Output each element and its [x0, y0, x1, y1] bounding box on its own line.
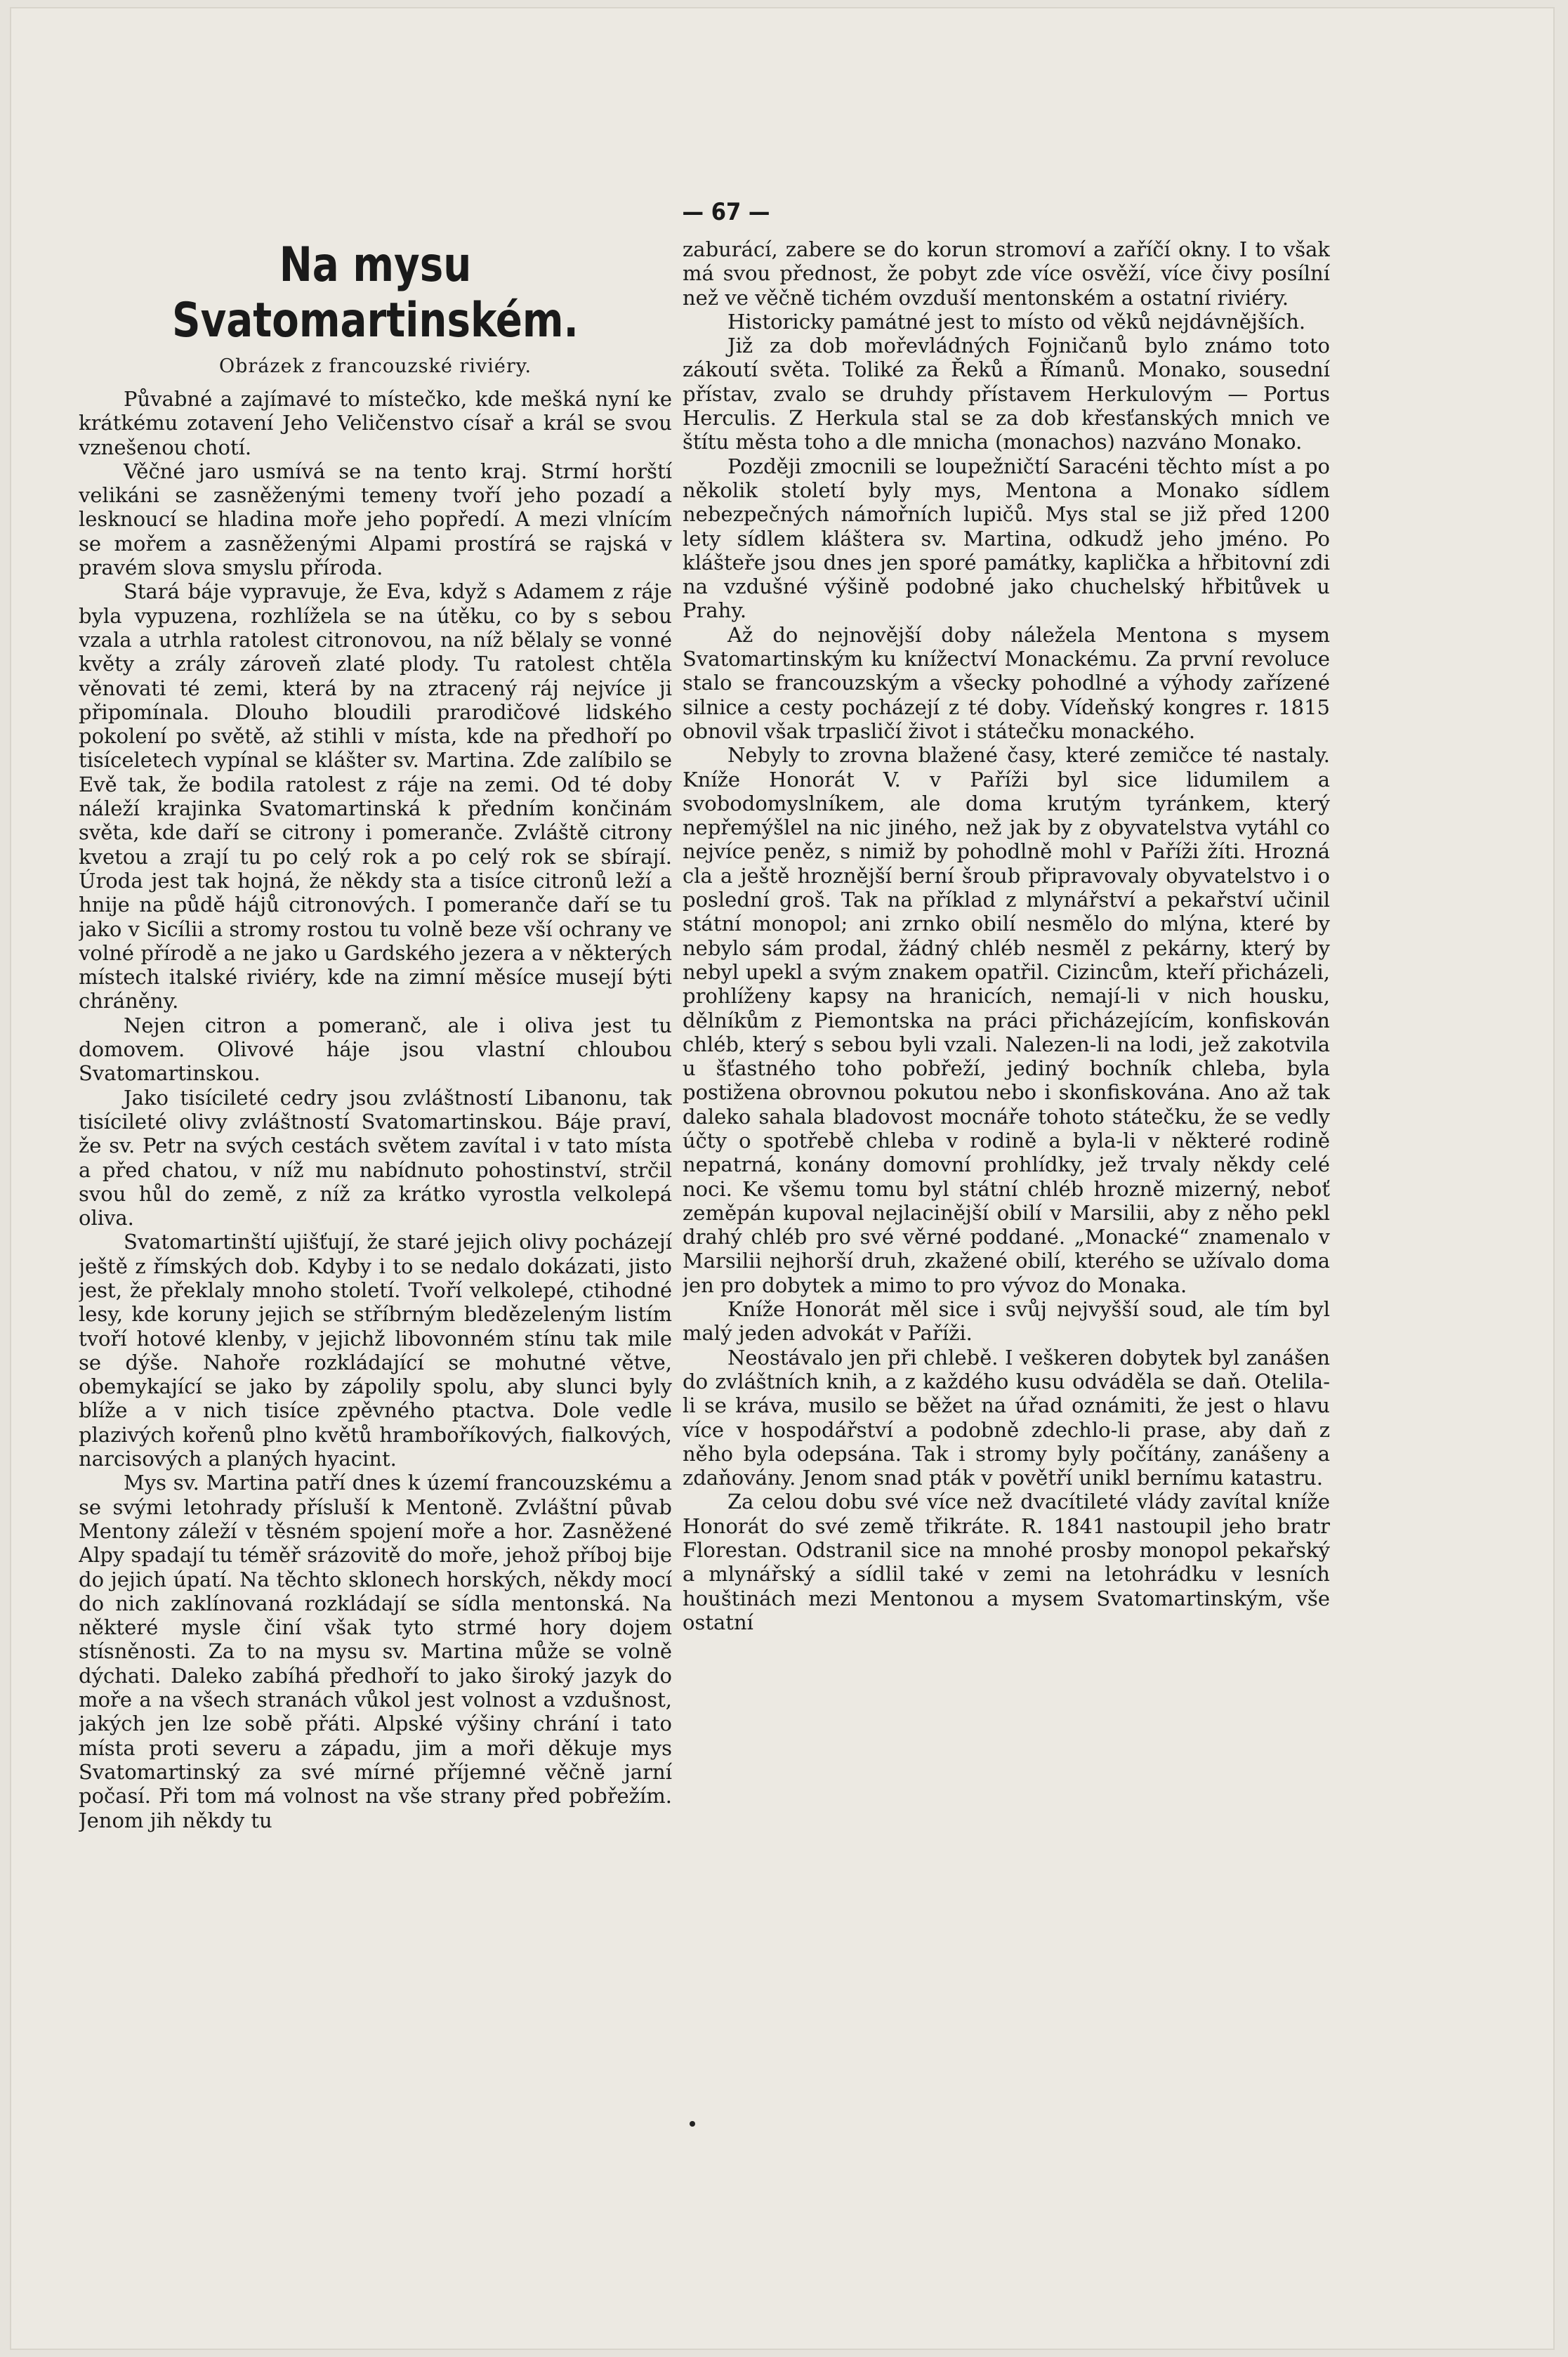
print-mark [690, 2121, 695, 2127]
article-subtitle: Obrázek z francouzské riviéry. [218, 355, 532, 377]
paragraph: Historicky památné jest to místo od věků nejdávnějších. [727, 309, 1306, 334]
paragraph: Nebyly to zrovna blažené časy, které zemičce té nastaly. Kníže Honorát V. v Paříži byl sice lidumilem a svobodomyslníkem, ale doma krutým tyránkem, který nepřemýšlel na nic jiného, než jak by z obyvatelstva vytáhl co nejvíce peněz, s nimiž by pohodlně mohl v Paříži žíti. Hrozná cla a ještě hroznější berní šroub připravovaly obyvatelstvo i o poslední groš. Tak na příklad z mlynářství a pekařství učinil státní monopol; ani zrnko obilí nesmělo do mlýna, které by nebylo sám prodal, žádný chléb nesměl z pekárny, který by nebyl upekl a svým znakem opatřil. Cizincům, kteří přicházeli, prohlíženy kapsy na hranicích, nemají-li v nich housku, dělníkům z Piemontska na práci přicházejícím, konfiskován chléb, který s sebou byli vzali. Nalezen-li na lodi, jež zakotvila u šťastného toho pobřeží, jediný bochník chleba, byla postižena obrovnou pokutou nebo i skonfiskována. Ano až tak daleko sahala bladovost mocnáře tohoto státečku, že se vedly účty o spotřebě chleba v rodině a byla-li v některé rodině nepatrná, konány domovní prohlídky, jež trvaly někdy celé noci. Ke všemu tomu byl státní chléb hrozně mizerný, neboť zeměpán kupoval nejlacinější obilí v Marsilii, aby z něho pekl drahý chléb pro své věrné poddané. „Monacké“ znamenalo v Marsilii nejhorší druh, zkažené obilí, kterého se užívalo doma jen pro dobytek a mimo to pro vývoz do Monaka. [683, 743, 1330, 1297]
paragraph: Jako tisícileté cedry jsou zvláštností Libanonu, tak tisícileté olivy zvláštností Svatomartinskou. Báje praví, že sv. Petr na svých cestách světem zavítal i v tato místa a před chatou, v níž mu nabídnuto pohostinství, strčil svou hůl do země, z níž za krátko vyrostla velkolepá oliva. [79, 1085, 672, 1230]
page-number: — 67 — [682, 198, 770, 226]
paragraph: Za celou dobu své více než dvacítileté vlády zavítal kníže Honorát do své země třikráte. R. 1841 nastoupil jeho bratr Florestan. Odstranil sice na mnohé prosby monopol pekařský a mlynářský a sídlil také v zemi na letohrádku v lesních houštinách mezi Mentonou a mysem Svatomartinským, vše ostatní [683, 1490, 1330, 1634]
newspaper-page [10, 7, 1555, 2350]
paragraph: Kníže Honorát měl sice i svůj nejvyšší soud, ale tím byl malý jeden advokát v Paříži. [683, 1297, 1330, 1346]
paragraph: Později zmocnili se loupežničtí Saracéni těchto míst a po několik století byly mys, Mentona a Monako sídlem nebezpečných námořních lupičů. Mys stal se již před 1200 lety sídlem kláštera sv. Martina, odkudž jeho jméno. Po klášteře jsou dnes jen sporé památky, kaplička a hřbitovní zdi na vzdušné výšině podobné jako chuchelský hřbitůvek u Prahy. [683, 454, 1330, 623]
paragraph: Stará báje vypravuje, že Eva, když s Adamem z ráje byla vypuzena, rozhlížela se na útěku, co by s sebou vzala a utrhla ratolest citronovou, na níž bělaly se vonné květy a zrály zároveň zlaté plody. Tu ratolest chtěla věnovati té zemi, která by na ztracený ráj nejvíce ji připomínala. Dlouho bloudili prarodičové lidského pokolení po světě, až stihli v místa, kde na předhoří po tisíceletech vypínal se klášter sv. Martina. Zde zalíbilo se Evě tak, že bodila ratolest z ráje na zemi. Od té doby náleží krajinka Svatomartinská k předním končinám světa, kde daří se citrony i pomeranče. Zvláště citrony kvetou a zrají tu po celý rok a po celý rok se sbírají. Úroda jest tak hojná, že někdy sta a tisíce citronů leží a hnije na půdě hájů citronových. I pomeranče daří se tu jako v Sicílii a stromy rostou tu volně beze vší ochrany ve volné přírodě a ne jako u Gardského jezera a v některých místech italské riviéry, kde na zimní měsíce musejí býti chráněny. [79, 579, 672, 1013]
paragraph: Již za dob mořevládných Fojničanů bylo známo toto zákoutí světa. Toliké za Řeků a Římanů. Monako, sousední přístav, zvalo se druhdy přístavem Herkulovým — Portus Herculis. Z Herkula stal se za dob křesťanských mnich ve štítu města toho a dle mnicha (monachos) nazváno Monako. [683, 334, 1330, 454]
paragraph: Mys sv. Martina patří dnes k území francouzskému a se svými letohrady přísluší k Mentoně. Zvláštní půvab Mentony záleží v těsném spojení moře a hor. Zasněžené Alpy spadají tu téměř srázovitě do moře, jehož příboj bije do jejich úpatí. Na těchto sklonech horských, někdy mocí do nich zaklínovaná rozkládají se sídla mentonská. Na některé mysle činí však tyto strmé hory dojem stísněnosti. Za to na mysu sv. Martina může se volně dýchati. Daleko zabíhá předhoří to jako široký jazyk do moře a na všech stranách vůkol jest volnost a vzdušnost, jakých jen lze sobě přáti. Alpské výšiny chrání i tato místa proti severu a západu, jim a moři děkuje mys Svatomartinský za své mírné příjemné věčně jarní počasí. Při tom má volnost na vše strany před pobřežím. Jenom jih někdy tu [79, 1471, 672, 1832]
article-title: Na mysu Svatomartinském. [172, 237, 579, 348]
paragraph: Půvabné a zajímavé to místečko, kde mešká nyní ke krátkému zotavení Jeho Veličenstvo císař a král se svou vznešenou chotí. [79, 387, 672, 459]
left-column [79, 232, 672, 2128]
paragraph: zaburácí, zabere se do korun stromoví a zaříčí okny. I to však má svou přednost, že pobyt zde více osvěží, více čivy posílní než ve věčně tichém ovzduší mentonském a ostatní riviéry. [683, 237, 1330, 310]
paragraph: Nejen citron a pomeranč, ale i oliva jest tu domovem. Olivové háje jsou vlastní chloubou Svatomartinskou. [79, 1013, 672, 1086]
paragraph: Až do nejnovější doby náležela Mentona s mysem Svatomartinským ku knížectví Monackému. Za první revoluce stalo se francouzským a všecky pohodlné a výhody zařízené silnice a cesty pocházejí z té doby. Vídeňský kongres r. 1815 obnovil však trpasličí život i státečku monackého. [683, 622, 1330, 743]
paragraph: Věčné jaro usmívá se na tento kraj. Strmí horští velikáni se zasněženými temeny tvoří jeho pozadí a lesknoucí se hladina moře jeho popředí. A mezi vlnícím se mořem a zasněženými Alpami prostírá se rajská v pravém slova smyslu příroda. [79, 459, 672, 580]
right-column [683, 237, 1330, 2128]
paragraph: Svatomartinští ujišťují, že staré jejich olivy pocházejí ještě z římských dob. Kdyby i to se nedalo dokázati, jisto jest, že překlaly mnoho století. Tvoří velkolepé, ctihodné lesy, kde koruny jejich se stříbrným bledězeleným listím tvoří hotové klenby, v jejichž libovonném stínu tak mile se dýše. Nahoře rozkládající se mohutné větve, obemykající se jako by zápolily spolu, aby slunci byly blíže a v nich tisíce zpěvného ptactva. Dole vedle plazivých kořenů plno květů hramboříkových, fialkových, narcisových a planých hyacint. [79, 1230, 672, 1471]
paragraph: Neostávalo jen při chlebě. I veškeren dobytek byl zanášen do zvláštních knih, a z každého kusu odváděla se daň. Otelila-li se kráva, musilo se běžet na úřad oznámiti, že jest o hlavu více v hospodářství a podobně zdechlo-li prase, aby daň z něho byla odepsána. Tak i stromy byly počítány, zanášeny a zdaňovány. Jenom snad pták v povětří unikl bernímu katastru. [683, 1345, 1330, 1490]
